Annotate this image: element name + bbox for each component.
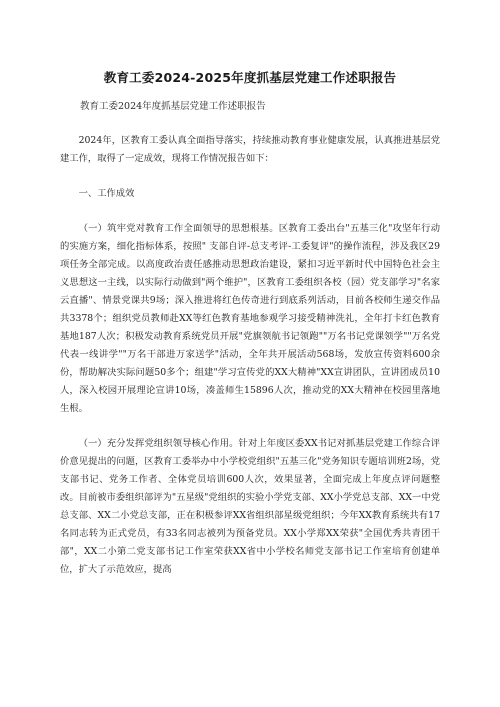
document-subtitle: 教育工委2024年度抓基层党建工作述职报告 (80, 101, 266, 112)
body-paragraph-2: （一）充分发挥党组织领导核心作用。针对上年度区委XX书记对抓基层党建工作综合评价意见提出的问题，区教育工委举办中小学校党组织"五基三化"党务知识专题培训班2场，党支部书记、党务工作者、全体党员培训600人次，效果显著，全面完成上年度点评问题整改。目前被市委组织部评为"五星级"党组织的实验小学党支部、XX小学党总支部、XX一中党总支部、XX二小党总支部，正在积极参评XX省组织部星级党组织；今年XX教育系统共有17名同志转为正式党员，有33名同志被列为预备党员。XX小学郑XX荣获"全国优秀共青团干部"，XX二小第二党支部书记工作室荣获XX省中小学校名师党支部书记工作室培育创建单位，扩大了示范效应，提高 (60, 438, 440, 575)
document-title: 教育工委2024-2025年度抓基层党建工作述职报告 (103, 70, 397, 85)
body-paragraph-1: （一）筑牢党对教育工作全面领导的思想根基。区教育工委出台"五基三化"攻坚年行动的实施方案，细化指标体系，按照" 支部自评-总支考评-工委复评"的操作流程，涉及我区29项任务全部完成。以高度政治责任感推动思想政治建设，紧扣习近平新时代中国特色社会主义思想这一主线，以实际行动做到"两个维护"，区教育工委组织各校（园）党支部学习"名家云直播"、情景党课共9场；深入推进将红色传奇进行到底系列活动，目前各校师生递交作品共3378个；组织党员教师赴XX等红色教育基地参观学习接受精神洗礼，全年打卡红色教育基地187人次；积极发动教育系统党员开展"党旗领航书记领跑""万名书记党课领学""万名党代表一线讲学""万名干部进万家送学"活动，全年共开展活动568场，发放宣传资料600余份，帮助解决实际问题50多个；组建"学习宣传党的XX大精神"XX宣讲团队，宣讲团成员10人，深入校园开展理论宣讲10场，凑盖师生15896人次，推动党的XX大精神在校园里落地生根。 (60, 223, 440, 414)
section-heading: 一、工作成效 (78, 188, 135, 199)
intro-paragraph: 2024年，区教育工委认真全面指导落实，持续推动教育事业健康发展，认真推进基层党建工作，取得了一定成效，现将工作情况报告如下： (60, 135, 440, 164)
